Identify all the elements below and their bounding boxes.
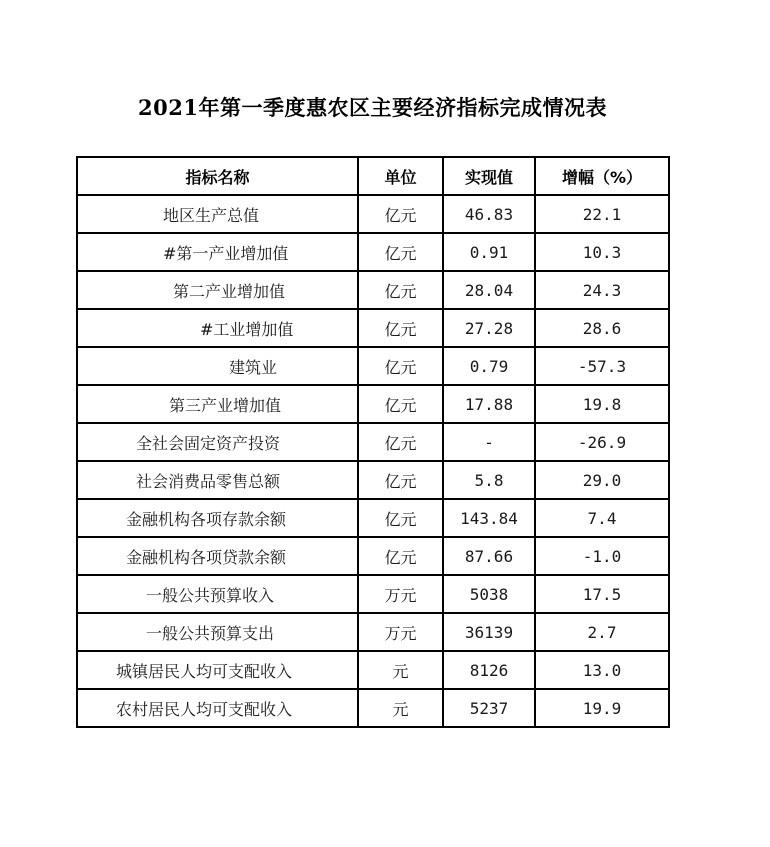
indicator-name-cell: 城镇居民人均可支配收入 [77,651,358,689]
indicator-name-cell: 社会消费品零售总额 [77,461,358,499]
header-actual-value: 实现值 [443,157,535,195]
table-row [77,347,669,385]
unit-cell: 元 [358,651,443,689]
growth-rate-cell: 17.5 [535,575,669,613]
growth-rate-cell: -26.9 [535,423,669,461]
table-row [77,423,669,461]
table-row [77,537,669,575]
growth-rate-cell: 13.0 [535,651,669,689]
table-row [77,309,669,347]
actual-value-cell: 28.04 [443,271,535,309]
indicator-name-cell: 建筑业 [77,347,358,385]
table-row [77,651,669,689]
unit-cell: 亿元 [358,309,443,347]
actual-value-cell: 0.79 [443,347,535,385]
unit-cell: 亿元 [358,461,443,499]
actual-value-cell: 27.28 [443,309,535,347]
indicator-name-cell: #工业增加值 [77,309,358,347]
indicator-name-cell: 农村居民人均可支配收入 [77,689,358,727]
economic-indicators-table [76,156,670,728]
header-indicator-name: 指标名称 [77,157,358,195]
table-row [77,575,669,613]
growth-rate-cell: 28.6 [535,309,669,347]
indicator-name-cell: 一般公共预算支出 [77,613,358,651]
table-row [77,499,669,537]
unit-cell: 亿元 [358,537,443,575]
table-row [77,689,669,727]
growth-rate-cell: -57.3 [535,347,669,385]
indicator-name-cell: 第二产业增加值 [77,271,358,309]
table-row [77,195,669,233]
page-title: 2021年第一季度惠农区主要经济指标完成情况表 [138,95,607,120]
growth-rate-cell: 19.8 [535,385,669,423]
growth-rate-cell: 22.1 [535,195,669,233]
table-row [77,271,669,309]
unit-cell: 亿元 [358,233,443,271]
table-header-row [77,157,669,195]
unit-cell: 亿元 [358,385,443,423]
indicator-name-cell: 全社会固定资产投资 [77,423,358,461]
table-row [77,613,669,651]
actual-value-cell: 36139 [443,613,535,651]
actual-value-cell: 5.8 [443,461,535,499]
indicator-name-cell: 一般公共预算收入 [77,575,358,613]
unit-cell: 元 [358,689,443,727]
unit-cell: 亿元 [358,423,443,461]
growth-rate-cell: 29.0 [535,461,669,499]
table-row [77,385,669,423]
growth-rate-cell: -1.0 [535,537,669,575]
table-row [77,461,669,499]
actual-value-cell: 143.84 [443,499,535,537]
unit-cell: 万元 [358,613,443,651]
indicator-name-cell: 地区生产总值 [77,195,358,233]
actual-value-cell: 17.88 [443,385,535,423]
growth-rate-cell: 10.3 [535,233,669,271]
indicator-name-cell: 金融机构各项贷款余额 [77,537,358,575]
actual-value-cell: 5237 [443,689,535,727]
unit-cell: 亿元 [358,271,443,309]
unit-cell: 亿元 [358,347,443,385]
unit-cell: 亿元 [358,195,443,233]
actual-value-cell: 0.91 [443,233,535,271]
growth-rate-cell: 2.7 [535,613,669,651]
actual-value-cell: 46.83 [443,195,535,233]
indicator-name-cell: 第三产业增加值 [77,385,358,423]
indicator-name-cell: 金融机构各项存款余额 [77,499,358,537]
actual-value-cell: - [443,423,535,461]
header-unit: 单位 [358,157,443,195]
table-row [77,233,669,271]
growth-rate-cell: 24.3 [535,271,669,309]
unit-cell: 亿元 [358,499,443,537]
unit-cell: 万元 [358,575,443,613]
header-growth-rate: 增幅（%） [535,157,669,195]
growth-rate-cell: 19.9 [535,689,669,727]
actual-value-cell: 87.66 [443,537,535,575]
indicator-name-cell: #第一产业增加值 [77,233,358,271]
growth-rate-cell: 7.4 [535,499,669,537]
actual-value-cell: 8126 [443,651,535,689]
actual-value-cell: 5038 [443,575,535,613]
